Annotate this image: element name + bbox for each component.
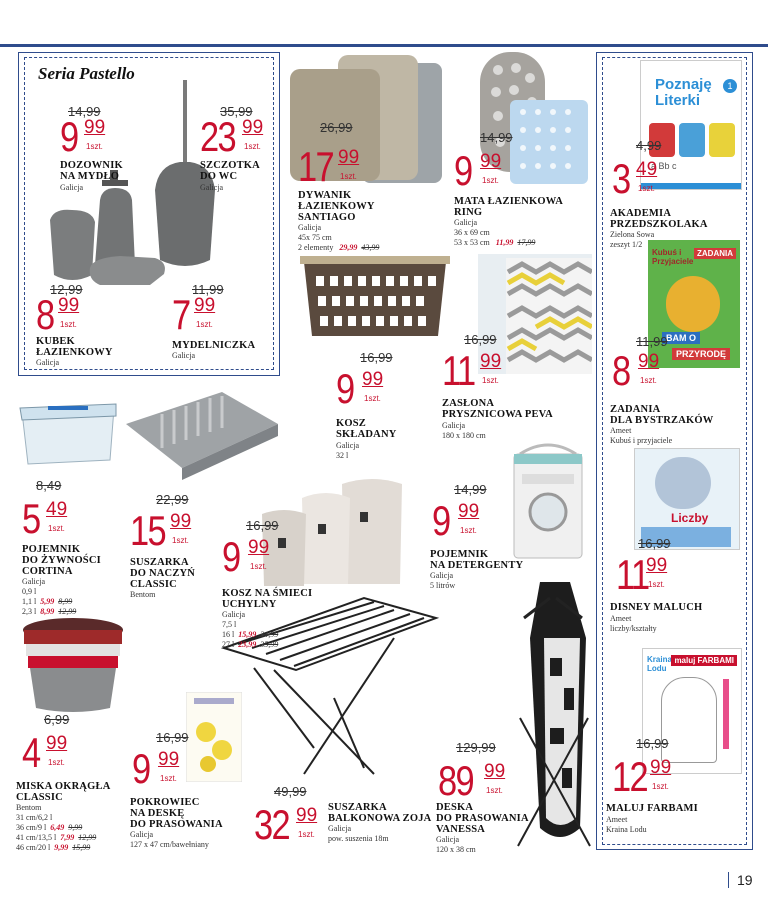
price-int: 8 xyxy=(36,291,54,338)
name-zaslona: ZASŁONA PRYSZNICOWA PEVA xyxy=(442,398,553,420)
price-dec: 99 xyxy=(170,511,192,532)
old-price: 16,99 xyxy=(636,736,669,751)
miska-image xyxy=(18,616,128,716)
pojemnik-zywnosci-image xyxy=(18,398,118,468)
desc-suszarka-balk: Galicja pow. suszenia 18m xyxy=(328,824,389,843)
price-dec: 49 xyxy=(46,499,68,520)
series-title: Seria Pastello xyxy=(38,64,135,83)
unit: 1szt. xyxy=(340,172,357,181)
book-title: Kraina Lodu xyxy=(647,655,672,673)
old-price: 16,99 xyxy=(156,730,189,745)
name-suszarka-naczyn: SUSZARKA DO NACZYŃ CLASSIC xyxy=(130,557,196,590)
unit: 1szt. xyxy=(48,758,65,767)
price-dec: 99 xyxy=(58,295,80,316)
price-int: 9 xyxy=(454,147,472,194)
page-number: 19 xyxy=(728,872,753,888)
unit: 1szt. xyxy=(638,184,655,193)
disney-book-image xyxy=(634,448,740,550)
brand-dozownik: Galicja xyxy=(60,183,84,192)
price-int: 3 xyxy=(612,155,630,202)
desc-pojemnik-zyw: Galicja 0,9 l 1,1 l 5,99 8,99 2,3 l 8,99 12,99 xyxy=(22,577,77,616)
price-int: 89 xyxy=(438,757,474,804)
desc-suszarka-naczyn: Bentom xyxy=(130,590,156,599)
price-dec: 99 xyxy=(362,369,384,390)
book-letters-row: a Bb c xyxy=(651,161,677,171)
unit: 1szt. xyxy=(244,142,261,151)
price-int: 17 xyxy=(298,143,334,190)
desc-miska: Bentom 31 cm/6,2 l 36 cm/9 l 6,49 9,99 41 cm/13,5 l 7,99 12,99 46 cm/20 l 9,99 15,99 xyxy=(16,803,97,852)
name-dozownik: DOZOWNIK NA MYDŁO xyxy=(60,160,123,182)
unit: 1szt. xyxy=(196,320,213,329)
unit: 1szt. xyxy=(250,562,267,571)
maluj-book-image xyxy=(642,648,742,774)
unit: 1szt. xyxy=(48,524,65,533)
price-int: 7 xyxy=(172,291,190,338)
desc-zaslona: Galicja 180 x 180 cm xyxy=(442,421,486,440)
book-title: Liczby xyxy=(671,511,709,525)
price-dec: 99 xyxy=(480,351,502,372)
book-title: Poznaję Literki xyxy=(655,76,712,109)
name-pojemnik-zyw: POJEMNIK DO ŻYWNOŚCI CORTINA xyxy=(22,544,101,577)
old-price: 16,99 xyxy=(246,518,279,533)
name-pokrowiec: POKROWIEC NA DESKĘ DO PRASOWANIA xyxy=(130,797,223,830)
old-price: 14,99 xyxy=(454,482,487,497)
name-zadania: ZADANIA DLA BYSTRZAKÓW xyxy=(610,404,714,426)
desc-akademia: Zielona Sowa zeszyt 1/2 xyxy=(610,230,655,249)
price-int: 11 xyxy=(616,551,649,598)
desc-disney: Ameet liczby/kształty xyxy=(610,614,657,633)
old-price: 22,99 xyxy=(156,492,189,507)
old-price: 11,99 xyxy=(192,282,224,297)
book-sub: maluj FARBAMI xyxy=(671,655,737,666)
desc-pojemnik-det: Galicja 5 litrów xyxy=(430,571,456,590)
price-int: 11 xyxy=(442,347,475,394)
old-price: 11,99 xyxy=(636,334,668,349)
price-int: 9 xyxy=(60,113,78,160)
price-int: 5 xyxy=(22,495,40,542)
price-dec: 99 xyxy=(650,757,672,778)
name-mydelniczka: MYDELNICZKA xyxy=(172,340,256,351)
unit: 1szt. xyxy=(482,376,499,385)
book-number: 1 xyxy=(723,79,737,93)
price-int: 9 xyxy=(222,533,240,580)
desc-dywanik: Galicja 45x 75 cm 2 elementy 29,99 43,99 xyxy=(298,223,380,252)
price-int: 15 xyxy=(130,507,166,554)
price-int: 9 xyxy=(432,497,450,544)
old-price: 12,99 xyxy=(50,282,83,297)
brand-szczotka: Galicja xyxy=(200,183,224,192)
name-deska: DESKA DO PRASOWANIA VANESSA xyxy=(436,802,529,835)
name-kosz: KOSZ SKŁADANY xyxy=(336,418,397,440)
name-kubek: KUBEK ŁAZIENKOWY xyxy=(36,336,113,358)
name-mata: MATA ŁAZIENKOWA RING xyxy=(454,196,564,218)
old-price: 35,99 xyxy=(220,104,253,119)
price-dec: 49 xyxy=(636,159,658,180)
name-dywanik: DYWANIK ŁAZIENKOWY SANTIAGO xyxy=(298,190,375,223)
book-sub: ZADANIA xyxy=(694,248,736,259)
price-dec: 99 xyxy=(646,555,668,576)
pojemnik-detergenty-image xyxy=(508,440,588,560)
old-price: 4,99 xyxy=(636,138,662,153)
price-int: 4 xyxy=(22,729,40,776)
name-szczotka: SZCZOTKA DO WC xyxy=(200,160,260,182)
old-price: 129,99 xyxy=(456,740,496,755)
name-maluj: MALUJ FARBAMI xyxy=(606,803,698,814)
desc-deska: Galicja 120 x 38 cm xyxy=(436,835,476,854)
kosz-skladany-image xyxy=(300,252,450,340)
price-int: 9 xyxy=(132,745,150,792)
old-price: 8,49 xyxy=(36,478,62,493)
name-kosz-smieci: KOSZ NA ŚMIECI UCHYLNY xyxy=(222,588,313,610)
old-price: 16,99 xyxy=(464,332,497,347)
price-int: 8 xyxy=(612,347,630,394)
kosz-smieci-image xyxy=(262,472,412,590)
top-rule xyxy=(0,44,768,47)
name-suszarka-balk: SUSZARKA BALKONOWA ZOJA xyxy=(328,802,432,824)
old-price: 6,99 xyxy=(44,712,70,727)
desc-kosz-smieci: Galicja 7,5 l 16 l 15,99 24,99 27 l 23,99 35,99 xyxy=(222,610,279,649)
unit: 1szt. xyxy=(460,526,477,535)
book-badge2: PRZYRODĘ xyxy=(672,348,730,360)
price-int: 32 xyxy=(254,801,290,848)
price-int: 9 xyxy=(336,365,354,412)
price-dec: 99 xyxy=(296,805,318,826)
unit: 1szt. xyxy=(486,786,503,795)
unit: 1szt. xyxy=(60,320,77,329)
name-miska: MISKA OKRĄGŁA CLASSIC xyxy=(16,781,111,803)
old-price: 26,99 xyxy=(320,120,353,135)
price-dec: 99 xyxy=(242,117,264,138)
price-dec: 99 xyxy=(194,295,216,316)
name-pojemnik-det: POJEMNIK NA DETERGENTY xyxy=(430,549,524,571)
price-dec: 99 xyxy=(46,733,68,754)
brand-mydelniczka: Galicja xyxy=(172,351,196,360)
brand-kubek: Galicja xyxy=(36,358,60,367)
desc-pokrowiec: Galicja 127 x 47 cm/bawełniany xyxy=(130,830,209,849)
name-akademia: AKADEMIA PRZEDSZKOLAKA xyxy=(610,208,708,230)
price-dec: 99 xyxy=(480,151,502,172)
unit: 1szt. xyxy=(298,830,315,839)
desc-zadania: Ameet Kubuś i przyjaciele xyxy=(610,426,673,445)
unit: 1szt. xyxy=(364,394,381,403)
unit: 1szt. xyxy=(640,376,657,385)
desc-mata: Galicja 36 x 69 cm 53 x 53 cm 11,99 17,99 xyxy=(454,218,536,247)
book-letters xyxy=(649,123,735,159)
unit: 1szt. xyxy=(648,580,665,589)
unit: 1szt. xyxy=(652,782,669,791)
price-dec: 99 xyxy=(638,351,660,372)
price-dec: 99 xyxy=(484,761,506,782)
price-int: 12 xyxy=(612,753,648,800)
desc-maluj: Ameet Kraina Lodu xyxy=(606,815,647,834)
unit: 1szt. xyxy=(160,774,177,783)
price-int: 23 xyxy=(200,113,236,160)
suszarka-naczyn-image xyxy=(122,384,282,484)
price-dec: 99 xyxy=(338,147,360,168)
old-price: 14,99 xyxy=(68,104,101,119)
old-price: 14,99 xyxy=(480,130,513,145)
price-dec: 99 xyxy=(458,501,480,522)
desc-kosz: Galicja 32 l xyxy=(336,441,360,460)
book-badge: BAM O xyxy=(662,332,700,344)
price-dec: 99 xyxy=(158,749,180,770)
unit: 1szt. xyxy=(86,142,103,151)
unit: 1szt. xyxy=(172,536,189,545)
old-price: 49,99 xyxy=(274,784,307,799)
price-dec: 99 xyxy=(248,537,270,558)
unit: 1szt. xyxy=(482,176,499,185)
name-disney: DISNEY MALUCH xyxy=(610,602,703,613)
book-title: Kubuś i Przyjaciele xyxy=(652,248,694,266)
old-price: 16,99 xyxy=(638,536,671,551)
price-dec: 99 xyxy=(84,117,106,138)
old-price: 16,99 xyxy=(360,350,393,365)
